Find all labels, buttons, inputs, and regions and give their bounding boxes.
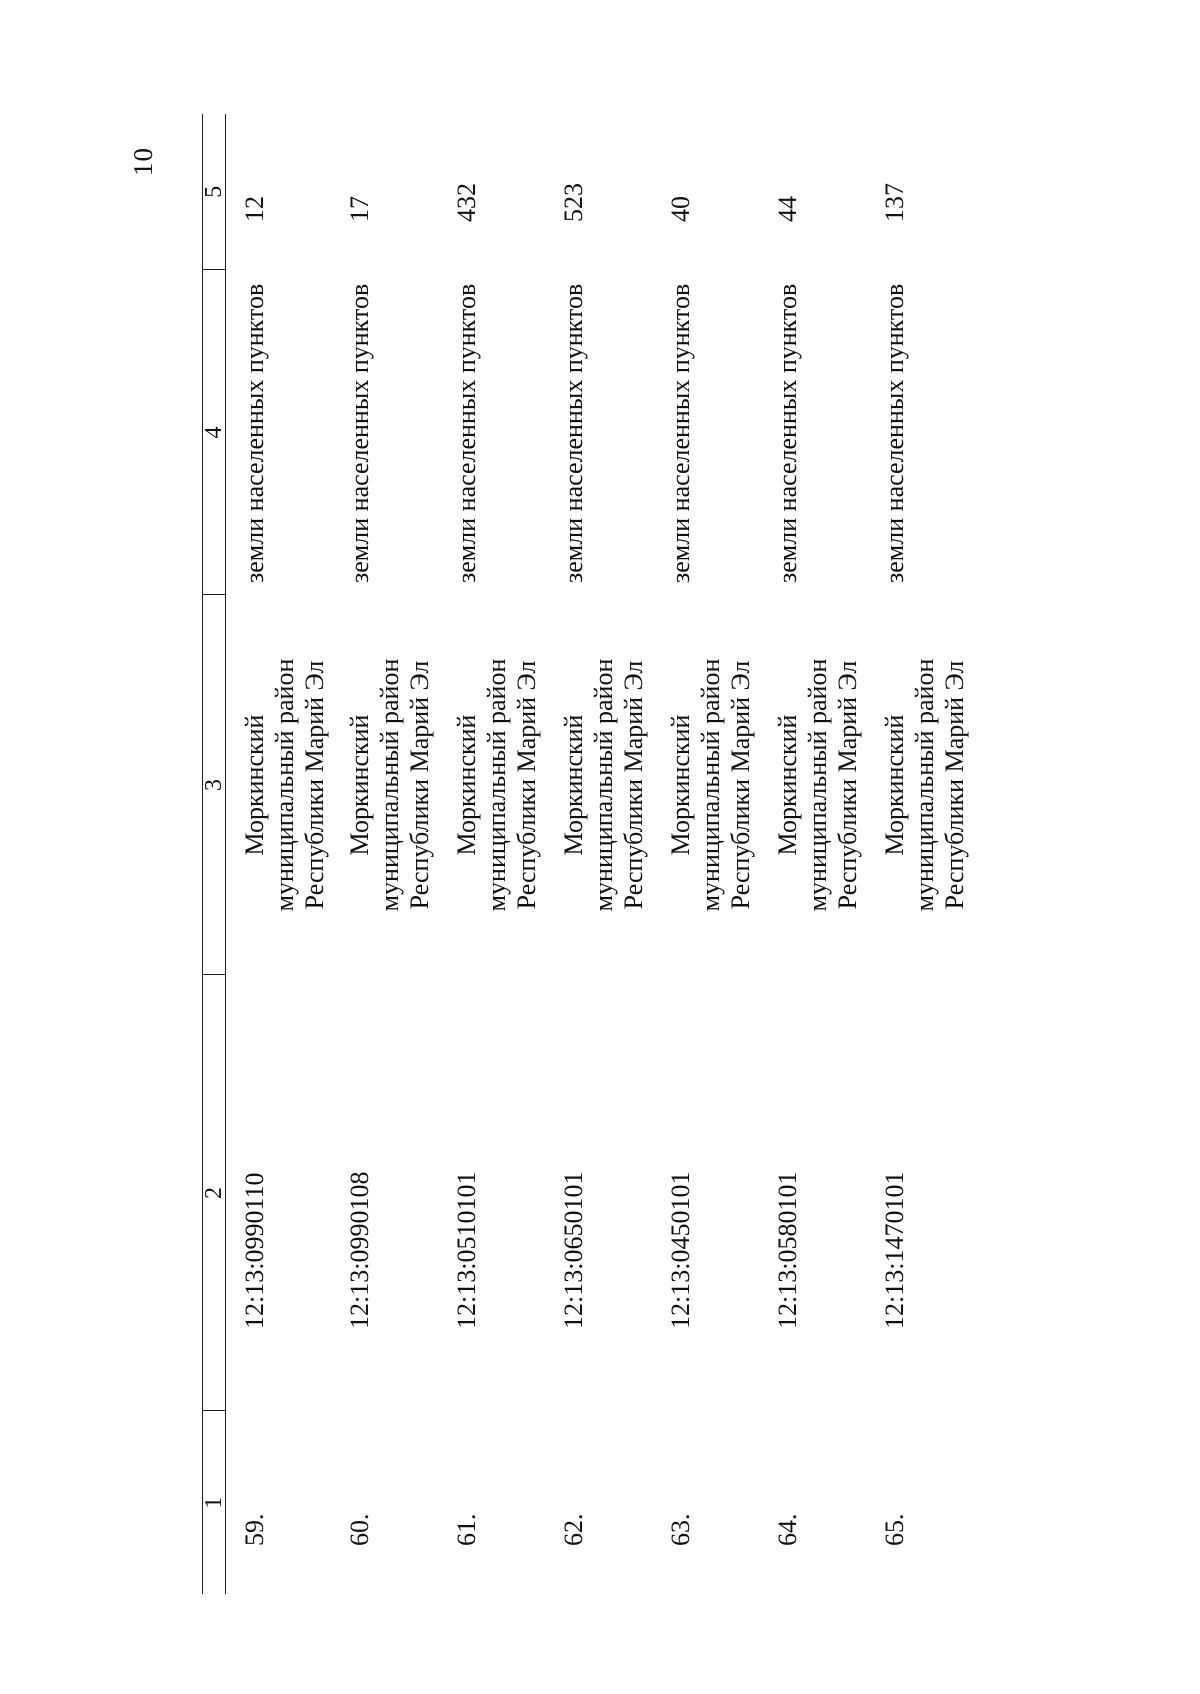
district-line: Республики Марий Эл (939, 660, 969, 910)
plot-count: 137 (879, 183, 909, 222)
municipal-district (440, 595, 547, 975)
district-line: Моркинский (665, 714, 695, 856)
municipal-district (547, 595, 654, 975)
plot-count: 17 (344, 196, 374, 222)
row-number: 60. (344, 1513, 374, 1546)
land-category: земли населенных пунктов (558, 283, 588, 583)
land-category: земли населенных пунктов (879, 283, 909, 583)
land-plots-table (202, 114, 975, 1594)
district-line: муниципальный район (374, 658, 404, 912)
table-row (440, 114, 547, 1594)
district-line: муниципальный район (588, 658, 618, 912)
district-line: Моркинский (879, 714, 909, 856)
row-number: 64. (772, 1513, 802, 1546)
district-line: Моркинский (344, 714, 374, 856)
municipal-district (761, 595, 868, 975)
municipal-district (868, 595, 975, 975)
land-category: земли населенных пунктов (665, 283, 695, 583)
table-row (654, 114, 761, 1594)
land-plots-table-wrapper (202, 114, 975, 1594)
row-number: 62. (558, 1513, 588, 1546)
cadastral-quarter: 12:13:0580101 (772, 1171, 802, 1329)
land-category: земли населенных пунктов (451, 283, 481, 583)
row-number: 63. (665, 1513, 695, 1546)
municipal-district (226, 595, 333, 975)
plot-count: 12 (240, 196, 269, 222)
plot-count: 523 (558, 183, 588, 222)
plot-count: 44 (772, 196, 802, 222)
column-header: 2 (203, 975, 226, 1411)
table-row (226, 114, 333, 1594)
cadastral-quarter: 12:13:0450101 (665, 1171, 695, 1329)
district-line: Моркинский (558, 714, 588, 856)
district-line: Республики Марий Эл (832, 660, 862, 910)
municipal-district (333, 595, 440, 975)
column-header: 5 (203, 114, 226, 270)
district-line: Республики Марий Эл (511, 660, 541, 910)
municipal-district (654, 595, 761, 975)
row-number: 65. (879, 1513, 909, 1546)
column-header: 1 (203, 1411, 226, 1594)
table-row (868, 114, 975, 1594)
district-line: Моркинский (240, 714, 269, 856)
plot-count: 40 (665, 196, 695, 222)
district-line: муниципальный район (802, 658, 832, 912)
cadastral-quarter: 12:13:0510101 (451, 1171, 481, 1329)
page-number: 10 (128, 147, 158, 176)
column-header: 3 (203, 595, 226, 975)
cadastral-quarter: 12:13:0650101 (558, 1171, 588, 1329)
district-line: Республики Марий Эл (725, 660, 755, 910)
district-line: Моркинский (451, 714, 481, 856)
district-line: муниципальный район (270, 658, 299, 912)
district-line: муниципальный район (695, 658, 725, 912)
district-line: Республики Марий Эл (618, 660, 648, 910)
row-number: 61. (451, 1513, 481, 1546)
district-line: Республики Марий Эл (404, 660, 434, 910)
cadastral-quarter: 12:13:0990110 (240, 1172, 269, 1329)
column-header: 4 (203, 270, 226, 595)
district-line: муниципальный район (909, 658, 939, 912)
cadastral-quarter: 12:13:1470101 (879, 1171, 909, 1329)
district-line: муниципальный район (481, 658, 511, 912)
table-row (761, 114, 868, 1594)
table-row (333, 114, 440, 1594)
cadastral-quarter: 12:13:0990108 (344, 1171, 374, 1329)
table-row (547, 114, 654, 1594)
row-number: 59. (240, 1513, 269, 1546)
plot-count: 432 (451, 183, 481, 222)
land-category: земли населенных пунктов (772, 283, 802, 583)
land-category: земли населенных пунктов (240, 283, 269, 583)
land-category: земли населенных пунктов (344, 283, 374, 583)
district-line: Моркинский (772, 714, 802, 856)
table-header-row (203, 114, 226, 1594)
district-line: Республики Марий Эл (300, 660, 329, 910)
